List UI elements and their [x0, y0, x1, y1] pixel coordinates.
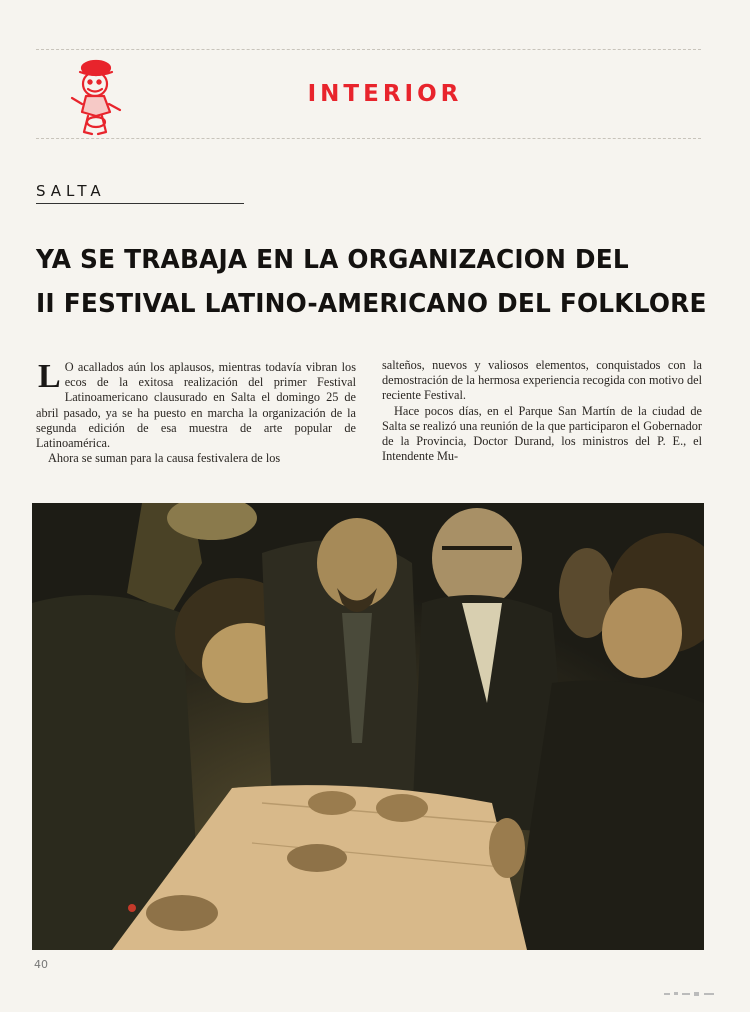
scan-artifact-mark — [664, 990, 719, 998]
region-label: SALTA — [36, 182, 106, 200]
headline-line-1: YA SE TRABAJA EN LA ORGANIZACION DEL — [36, 245, 629, 275]
article-column-right — [382, 358, 702, 464]
bottom-rule — [36, 138, 701, 139]
paragraph-text: O acallados aún los aplausos, mientras todavía vibran los ecos de la exitosa realización del primer Festival Latinoamericano clausurado en Salta el domingo 25 de abril pasado, ya se ha puesto en marcha la organización de la segunda edición de esa muestra de arte popular de Latinoamérica. — [36, 360, 356, 451]
headline-line-2: II FESTIVAL LATINO-AMERICANO DEL FOLKLORE — [36, 289, 707, 319]
article-paragraph: Ahora se suman para la causa festivalera de los — [48, 451, 281, 466]
headline — [36, 238, 707, 326]
meeting-photo — [32, 503, 704, 950]
page-number: 40 — [34, 958, 48, 971]
article-column-left — [36, 360, 356, 466]
section-title: INTERIOR — [307, 81, 463, 107]
top-rule — [36, 49, 701, 50]
article-paragraph — [36, 360, 356, 451]
meeting-photo-illustration — [32, 503, 704, 950]
article-paragraph: salteños, nuevos y valiosos elementos, conquistados con la demostración de la hermosa experiencia recogida con motivo del reciente Festival. — [382, 358, 702, 403]
article-paragraph: Hace pocos días, en el Parque San Martín de la ciudad de Salta se realizó una reunión de la que participaron el Gobernador de la Provincia, Doctor Durand, los ministros del P. E., el Intendente Mu- — [382, 403, 702, 464]
region-underline — [36, 203, 244, 204]
drop-cap: L — [38, 358, 61, 395]
